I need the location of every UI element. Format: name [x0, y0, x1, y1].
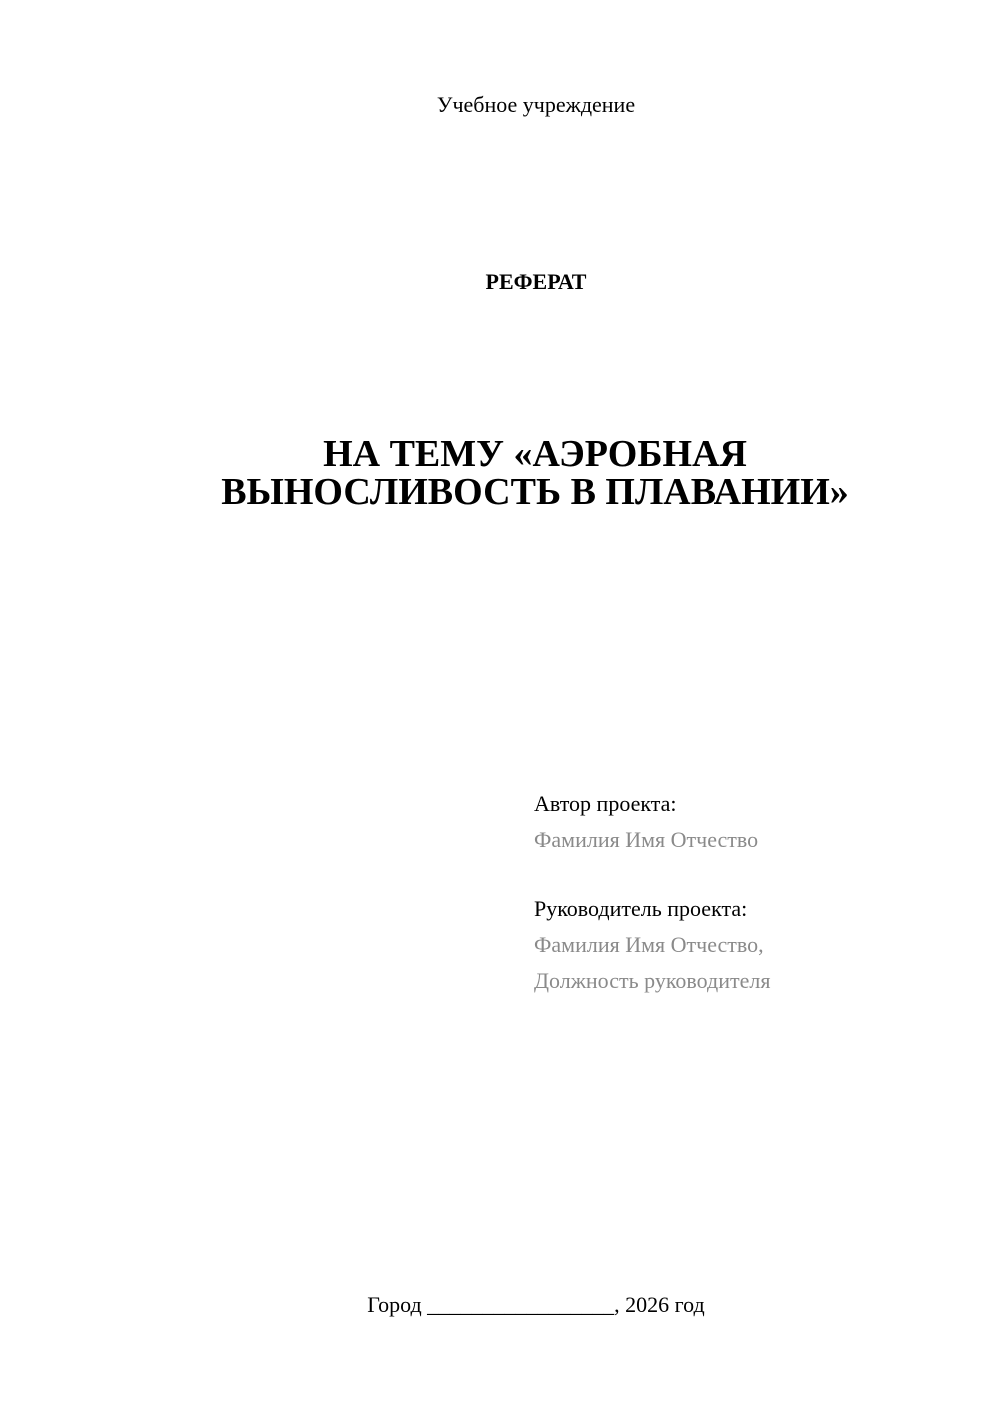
title-line-1: НА ТЕМУ «АЭРОБНАЯ [323, 433, 747, 475]
supervisor-label: Руководитель проекта: [534, 896, 748, 921]
author-name-placeholder: Фамилия Имя Отчество [534, 827, 759, 852]
supervisor-name-placeholder: Фамилия Имя Отчество, [534, 932, 764, 957]
supervisor-position-placeholder: Должность руководителя [534, 968, 771, 993]
document-type: РЕФЕРАТ [485, 269, 587, 294]
institution-name: Учебное учреждение [436, 92, 636, 117]
author-label: Автор проекта: [534, 791, 677, 816]
document-title [150, 435, 920, 511]
title-line-2: ВЫНОСЛИВОСТЬ В ПЛАВАНИИ» [221, 471, 849, 513]
supervisor-block [534, 891, 974, 999]
author-block [534, 786, 974, 858]
city-year-line: Город _________________, 2026 год [367, 1292, 705, 1317]
